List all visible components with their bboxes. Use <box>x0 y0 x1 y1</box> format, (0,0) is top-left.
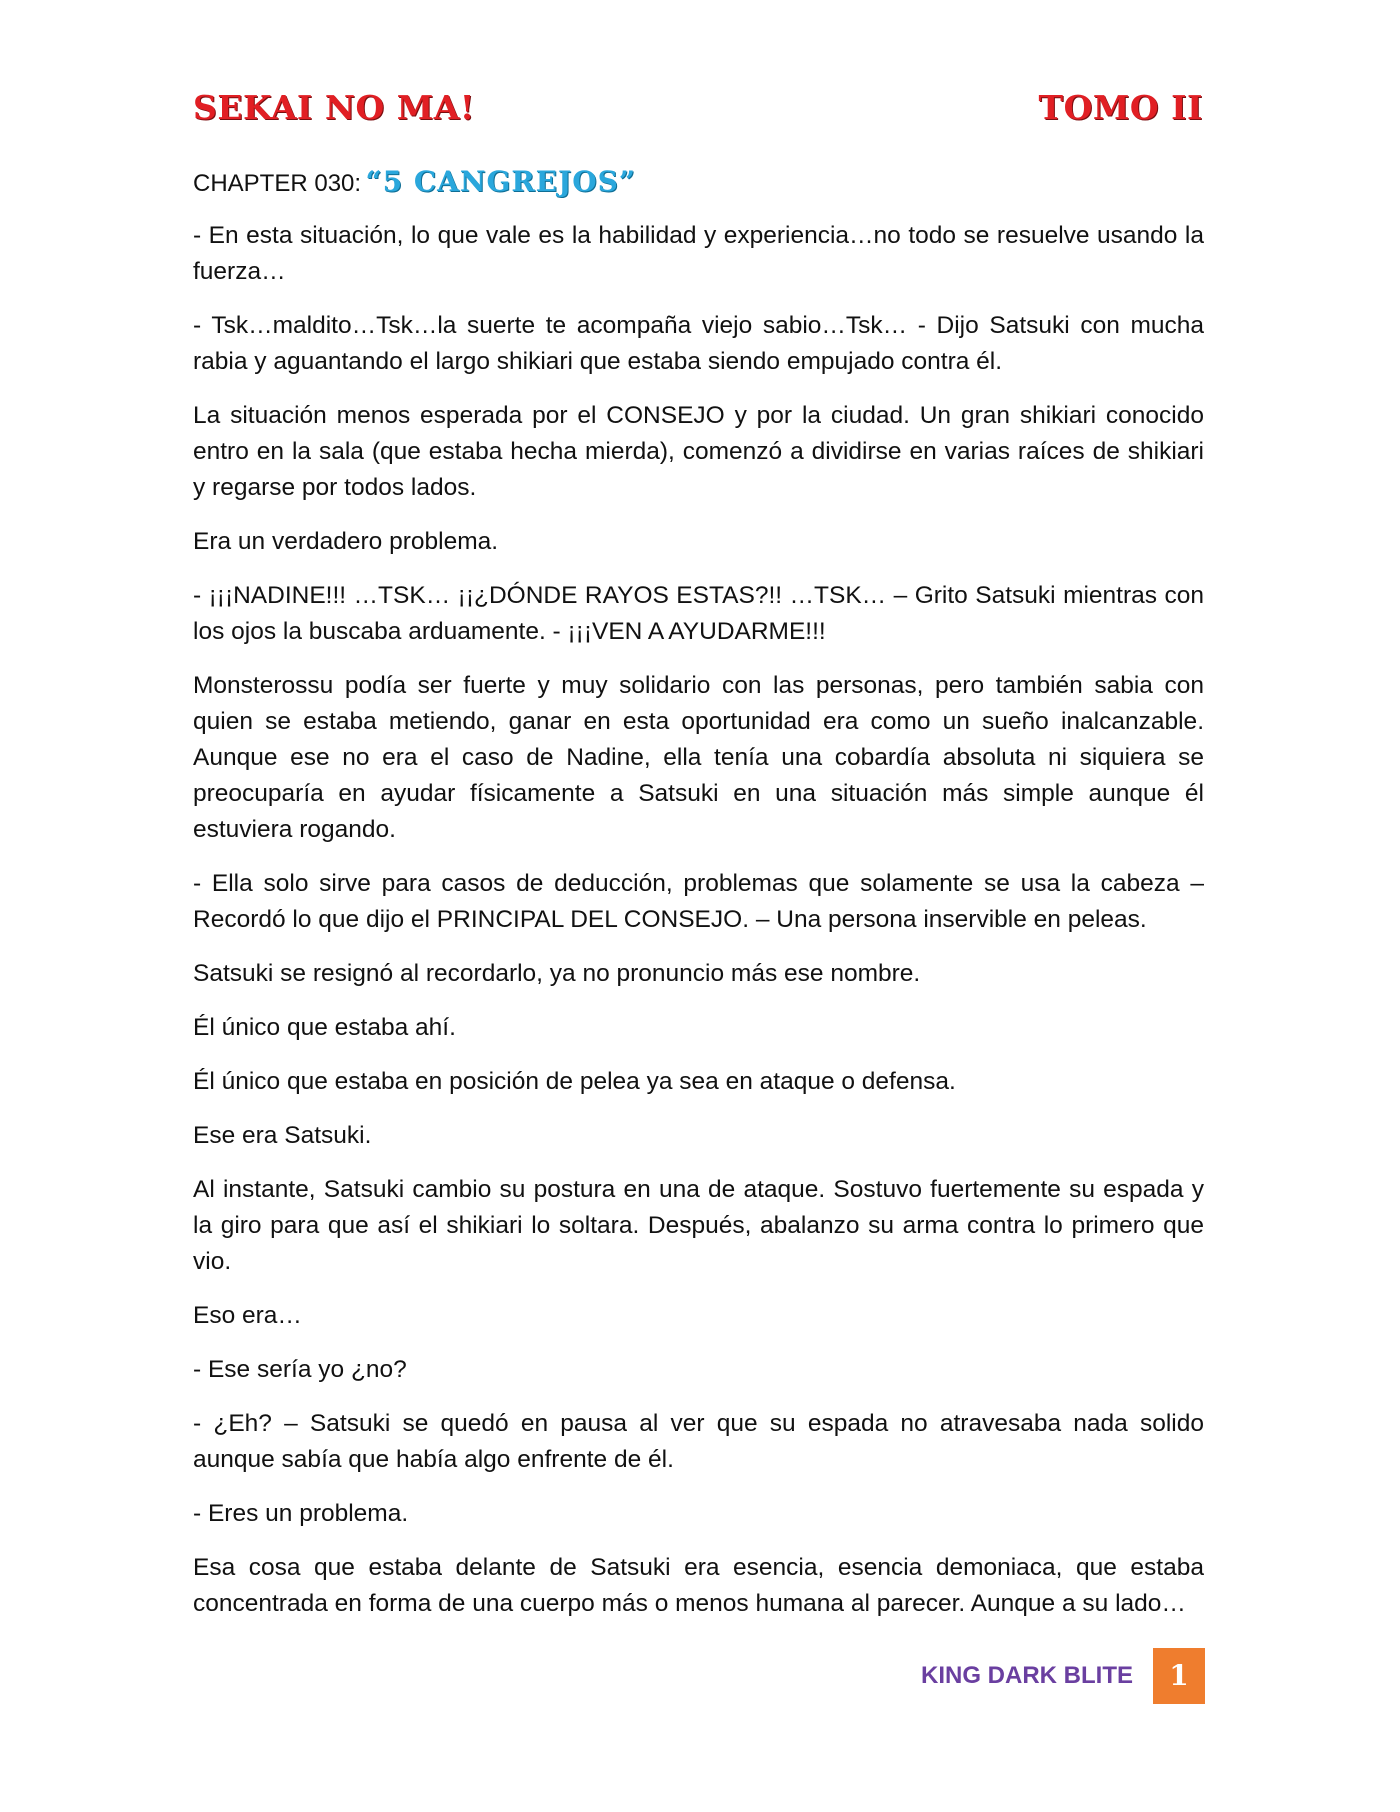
chapter-title: “5 CANGREJOS” <box>365 165 636 198</box>
page-number-badge: 1 <box>1153 1648 1205 1704</box>
paragraph: - Ella solo sirve para casos de deducción, problemas que solamente se usa la cabeza – Recordó lo que dijo el PRINCIPAL DEL CONSEJO. – Una persona inservible en peleas. <box>193 870 1204 933</box>
paragraph: Esa cosa que estaba delante de Satsuki era esencia, esencia demoniaca, que estaba concentrada en forma de una cuerpo más o menos humana al parecer. Aunque a su lado… <box>193 1554 1204 1617</box>
volume-label: TOMO II <box>1038 88 1203 127</box>
paragraph: Ese era Satsuki. <box>193 1122 372 1149</box>
chapter-body <box>193 218 1204 1640</box>
author-name: KING DARK BLITE <box>921 1662 1133 1689</box>
paragraph: Era un verdadero problema. <box>193 528 499 555</box>
paragraph: - ¿Eh? – Satsuki se quedó en pausa al ver que su espada no atravesaba nada solido aunque sabía que había algo enfrente de él. <box>193 1410 1204 1473</box>
page-header <box>193 88 1203 138</box>
paragraph: Al instante, Satsuki cambio su postura en una de ataque. Sostuvo fuertemente su espada y la giro para que así el shikiari lo soltara. Después, abalanzo su arma contra lo primero que vio. <box>193 1176 1204 1275</box>
chapter-number: CHAPTER 030: <box>193 170 362 197</box>
paragraph: - Eres un problema. <box>193 1500 409 1527</box>
paragraph: - En esta situación, lo que vale es la habilidad y experiencia…no todo se resuelve usando la fuerza… <box>193 222 1204 285</box>
paragraph: Eso era… <box>193 1302 302 1329</box>
paragraph: Él único que estaba en posición de pelea ya sea en ataque o defensa. <box>193 1068 956 1095</box>
page-footer <box>900 1648 1205 1708</box>
paragraph: Monsterossu podía ser fuerte y muy solidario con las personas, pero también sabia con quien se estaba metiendo, ganar en esta oportunidad era como un sueño inalcanzable. Aunque ese no era el caso de Nadine, ella tenía una cobardía absoluta ni siquiera se preocuparía en ayudar físicamente a Satsuki en una situación más simple aunque él estuviera rogando. <box>193 672 1204 843</box>
paragraph: - Tsk…maldito…Tsk…la suerte te acompaña viejo sabio…Tsk… - Dijo Satsuki con mucha rabia y aguantando el largo shikiari que estaba siendo empujado contra él. <box>193 312 1204 375</box>
paragraph: - Ese sería yo ¿no? <box>193 1356 407 1383</box>
paragraph: La situación menos esperada por el CONSEJO y por la ciudad. Un gran shikiari conocido entro en la sala (que estaba hecha mierda), comenzó a dividirse en varias raíces de shikiari y regarse por todos lados. <box>193 402 1204 501</box>
paragraph: Él único que estaba ahí. <box>193 1014 456 1041</box>
paragraph: Satsuki se resignó al recordarlo, ya no pronuncio más ese nombre. <box>193 960 921 987</box>
book-title: SEKAI NO MA! <box>193 88 475 127</box>
paragraph: - ¡¡¡NADINE!!! …TSK… ¡¡¿DÓNDE RAYOS ESTAS?!! …TSK… – Grito Satsuki mientras con los ojos la buscaba arduamente. - ¡¡¡VEN A AYUDARME!!! <box>193 582 1204 645</box>
chapter-heading <box>193 165 636 205</box>
